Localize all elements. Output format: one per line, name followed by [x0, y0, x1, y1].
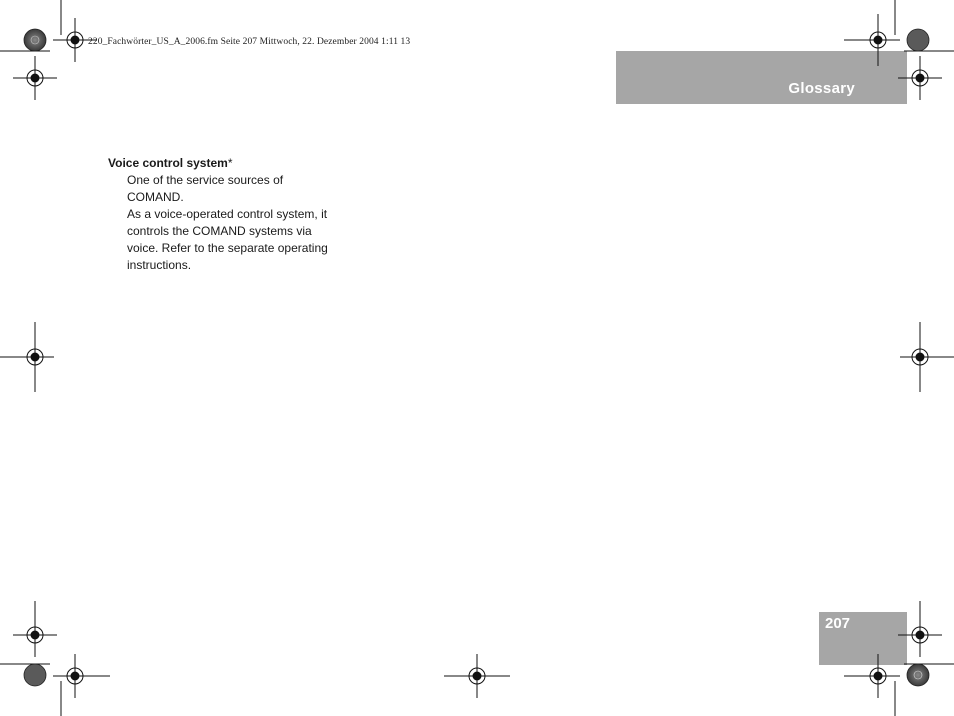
registration-mark	[13, 601, 57, 657]
registration-mark	[0, 322, 54, 392]
registration-mark	[13, 56, 57, 100]
definition-line: controls the COMAND systems via	[127, 224, 312, 238]
registration-mark	[53, 18, 97, 62]
calibration-disc	[24, 664, 46, 686]
definition-line: COMAND.	[127, 190, 184, 204]
registration-mark	[898, 56, 942, 100]
registration-mark	[444, 654, 510, 698]
registration-mark	[898, 601, 942, 657]
definition-line: One of the service sources of	[127, 173, 284, 187]
registration-mark	[844, 14, 900, 66]
registration-mark	[844, 654, 900, 698]
file-slug-line: 220_Fachwörter_US_A_2006.fm Seite 207 Mittwoch, 22. Dezember 2004 1:11 13	[88, 37, 411, 47]
page-number: 207	[825, 615, 851, 632]
definition-line: As a voice-operated control system, it	[127, 207, 328, 221]
calibration-disc	[907, 664, 929, 686]
calibration-disc	[24, 29, 46, 51]
calibration-disc	[907, 29, 929, 51]
footnote-marker: *	[227, 156, 233, 170]
section-title: Glossary	[788, 80, 855, 97]
definition-line: voice. Refer to the separate operating	[127, 241, 328, 255]
term-text: Voice control system	[108, 156, 228, 170]
registration-mark	[53, 654, 110, 698]
definition-line: instructions.	[127, 258, 192, 272]
registration-mark	[900, 322, 954, 392]
color-bar-discs	[24, 29, 929, 686]
registration-marks	[0, 14, 954, 698]
